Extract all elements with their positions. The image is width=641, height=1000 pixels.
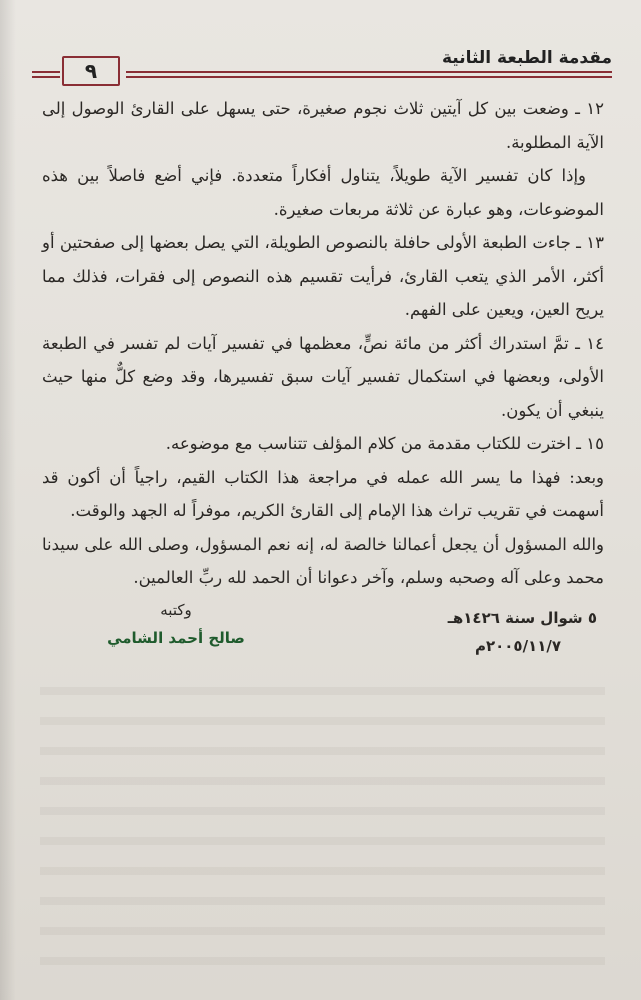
paragraph-item-15: ١٥ ـ اخترت للكتاب مقدمة من كلام المؤلف تتناسب مع موضوعه. bbox=[165, 434, 604, 453]
page-number-box bbox=[62, 56, 120, 86]
paragraph-item-13: ١٣ ـ جاءت الطبعة الأولى حافلة بالنصوص الطويلة، التي يصل بعضها إلى صفحتين أو أكثر، الأمر الذي يتعب القارئ، فرأيت تقسيم هذه النصوص إلى فقرات، فذلك مما يريح العين، ويعين على الفهم. bbox=[42, 233, 604, 319]
date-hijri: ٥ شوال سنة ١٤٢٦هـ bbox=[447, 609, 597, 627]
header-rule-left-bottom bbox=[32, 76, 60, 78]
date-gregorian: ٢٠٠٥/١١/٧م bbox=[474, 637, 561, 655]
paragraph-prayer: والله المسؤول أن يجعل أعمالنا خالصة له، إنه نعم المسؤول، وصلى الله على سيدنا محمد وعلى آله وصحبه وسلم، وآخر دعوانا أن الحمد لله ربِّ العالمين. bbox=[42, 534, 604, 587]
page-number: ٩ bbox=[84, 59, 98, 83]
signature-name: صالح أحمد الشامي bbox=[107, 629, 245, 647]
running-header-title: مقدمة الطبعة الثانية bbox=[441, 48, 612, 68]
page-edge-shadow bbox=[0, 0, 16, 1000]
date-block bbox=[377, 604, 597, 660]
header-rule-top bbox=[126, 71, 612, 73]
paragraph-closing: وبعد: فهذا ما يسر الله عمله في مراجعة هذا الكتاب القيم، راجياً أن أكون قد أسهمت في تقريب تراث هذا الإمام إلى القارئ الكريم، موفراً له الجهد والوقت. bbox=[42, 467, 604, 520]
bleed-through-texture bbox=[40, 665, 605, 985]
paragraph-item-14: ١٤ ـ تمَّ استدراك أكثر من مائة نصٍّ، معظمها في تفسير آيات لم تفسر في الطبعة الأولى، وبعضها في استكمال تفسير آيات سبق تفسيرها، وقد وضع كلٌّ منها حيث ينبغي أن يكون. bbox=[42, 333, 604, 420]
signature-written-by: وكتبه bbox=[160, 601, 192, 619]
page-header bbox=[32, 46, 612, 90]
header-rule-left-top bbox=[32, 71, 60, 73]
body-text bbox=[42, 92, 604, 595]
header-rule-bottom bbox=[126, 76, 612, 78]
paragraph-long-verse-note: وإذا كان تفسير الآية طويلاً، يتناول أفكاراً متعددة. فإني أضع فاصلاً بين هذه الموضوعات، وهو عبارة عن ثلاثة مربعات صغيرة. bbox=[42, 166, 604, 219]
paragraph-item-12: ١٢ ـ وضعت بين كل آيتين ثلاث نجوم صغيرة، حتى يسهل على القارئ الوصول إلى الآية المطلوبة. bbox=[42, 99, 604, 152]
signature-block bbox=[96, 596, 256, 652]
